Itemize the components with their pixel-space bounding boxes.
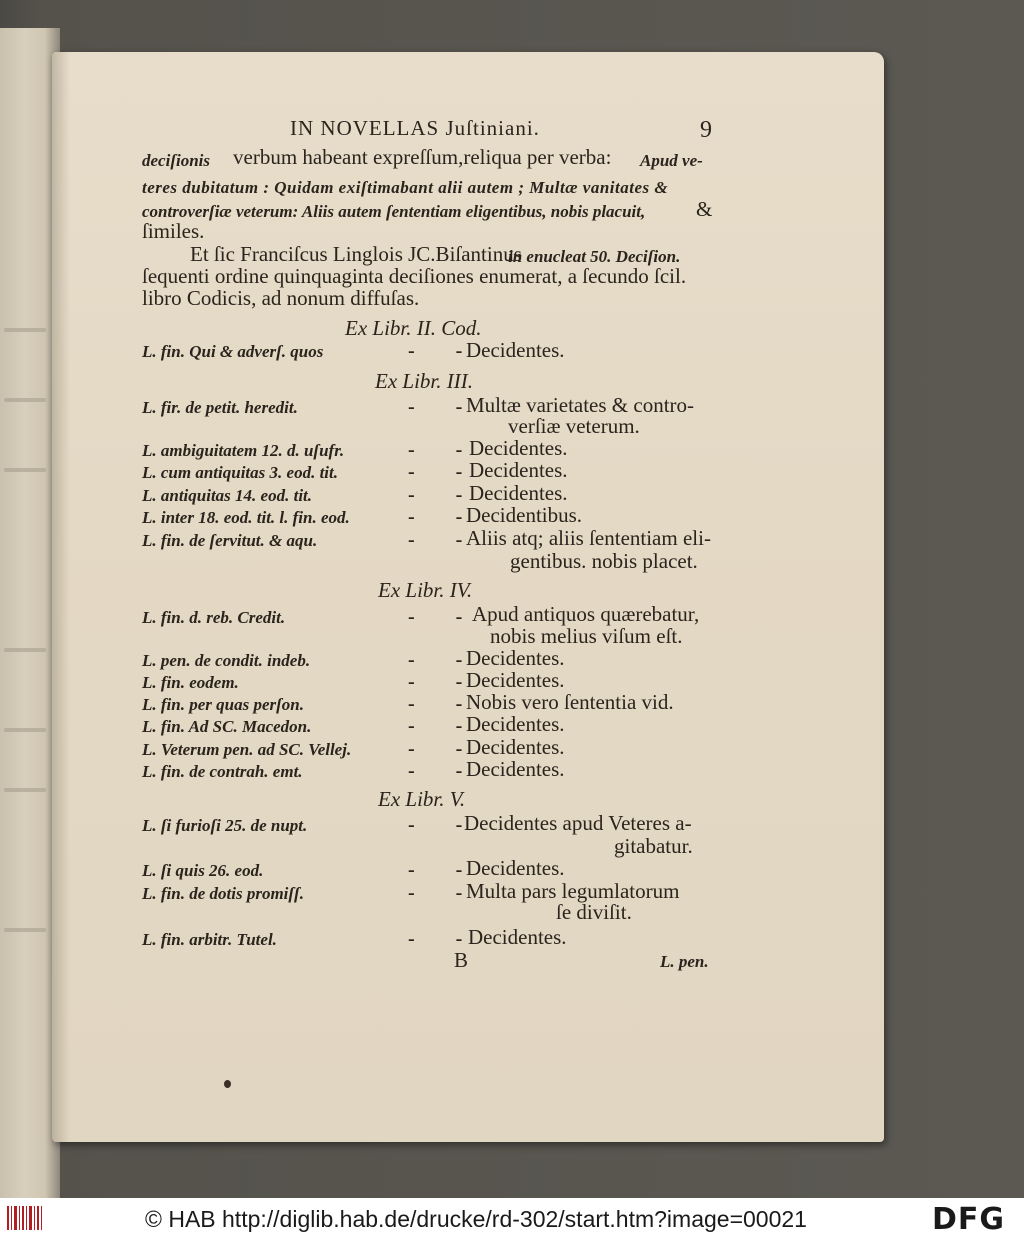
entry-text: Decidentes. — [466, 712, 565, 736]
entry-dash: - - — [408, 439, 481, 461]
entry-dash: - - — [408, 715, 481, 737]
text-line: ſequenti ordine quinquaginta deciſiones enumerat, a ſecundo ſcil. — [142, 264, 687, 288]
entry-dash: - - — [408, 671, 481, 693]
entry-text: Multæ varietates & contro- — [466, 393, 695, 417]
entry-text: Apud antiquos quærebatur, — [472, 602, 700, 626]
entry-ref: L. ſi furioſi 25. de nupt. — [142, 816, 308, 835]
entry-text-cont: gentibus. nobis placet. — [510, 549, 698, 573]
entry-ref: L. fin. d. reb. Credit. — [142, 608, 286, 627]
text-line: verbum habeant expreſſum,reliqua per verba: — [233, 145, 612, 169]
entry-dash: - - — [408, 461, 481, 483]
entry-text-cont: gitabatur. — [614, 834, 693, 858]
entry-dash: - - — [408, 529, 481, 551]
dfg-logo: DFG — [932, 1202, 1006, 1237]
bleed-mark — [4, 928, 46, 932]
entry-text: Decidentes. — [469, 458, 568, 482]
text-line: deciſionis — [142, 151, 210, 170]
entry-dash: - - — [408, 506, 481, 528]
text-line: ſimiles. — [142, 219, 205, 243]
bleed-mark — [4, 788, 46, 792]
bleed-mark — [4, 398, 46, 402]
entry-dash: - - — [408, 484, 481, 506]
entry-text: Decidentes. — [466, 856, 565, 880]
hab-barcode-icon — [6, 1204, 46, 1232]
text-line: libro Codicis, ad nonum diffuſas. — [142, 286, 420, 310]
entry-dash: - - — [408, 859, 481, 881]
entry-text-cont: verſiæ veterum. — [508, 414, 640, 438]
entry-text: Decidentibus. — [466, 503, 583, 527]
entry-dash: - - — [408, 814, 481, 836]
entry-ref: L. fin. de dotis promiſſ. — [142, 884, 304, 903]
section-heading: Ex Libr. II. Cod. — [345, 316, 482, 340]
bleed-mark — [4, 648, 46, 652]
entry-text: Decidentes. — [466, 735, 565, 759]
entry-text: Nobis vero ſententia vid. — [466, 690, 674, 714]
entry-ref: L. inter 18. eod. tit. l. fin. eod. — [142, 508, 350, 527]
entry-dash: - - — [408, 649, 481, 671]
entry-ref: L. fin. arbitr. Tutel. — [142, 930, 277, 949]
entry-text-cont: nobis melius viſum eſt. — [490, 624, 683, 648]
entry-ref: L. pen. de condit. indeb. — [142, 651, 311, 670]
entry-dash: - - — [408, 928, 481, 950]
signature-mark: B — [454, 948, 469, 972]
entry-text: Multa pars legumlatorum — [466, 879, 680, 903]
entry-text: Decidentes. — [466, 338, 565, 362]
entry-ref: L. fin. de contrah. emt. — [142, 762, 303, 781]
entry-text: Decidentes. — [468, 925, 567, 949]
text-line: Apud ve- — [640, 151, 703, 170]
entry-text: Decidentes. — [466, 757, 565, 781]
footer-bar — [0, 1198, 1024, 1238]
entry-ref: L. ambiguitatem 12. d. uſufr. — [142, 441, 345, 460]
entry-dash: - - — [408, 606, 481, 628]
entry-ref: L. Veterum pen. ad SC. Vellej. — [142, 740, 352, 759]
entry-dash: - - — [408, 693, 481, 715]
text-line: & — [696, 197, 713, 221]
text-line: teres dubitatum : Quidam exiſtimabant alii autem ; Multæ vanitates & — [142, 178, 669, 197]
entry-ref: L. ſi quis 26. eod. — [142, 861, 264, 880]
page-number: 9 — [700, 117, 712, 143]
entry-dash: - - — [408, 882, 481, 904]
copyright-link[interactable]: © HAB http://diglib.hab.de/drucke/rd-302/start.htm?image=00021 — [145, 1206, 807, 1232]
section-heading: Ex Libr. V. — [378, 787, 466, 811]
entry-text: Aliis atq; aliis ſententiam eli- — [466, 526, 711, 550]
entry-ref: L. antiquitas 14. eod. tit. — [142, 486, 313, 505]
entry-dash: - - — [408, 340, 481, 362]
entry-text-cont: ſe diviſit. — [556, 900, 632, 924]
entry-ref: L. fin. de ſervitut. & aqu. — [142, 531, 318, 550]
entry-ref: L. fin. eodem. — [142, 673, 239, 692]
text-line: Et ſic Franciſcus Linglois JC.Biſantinus — [190, 242, 522, 266]
section-heading: Ex Libr. IV. — [378, 578, 473, 602]
text-line: in enucleat 50. Deciſion. — [508, 247, 681, 266]
entry-ref: L. cum antiquitas 3. eod. tit. — [142, 463, 338, 482]
entry-ref: L. fin. Qui & adverſ. quos — [142, 342, 324, 361]
entry-ref: L. fin. Ad SC. Macedon. — [142, 717, 312, 736]
entry-ref: L. fin. per quas perſon. — [142, 695, 304, 714]
bleed-mark — [4, 328, 46, 332]
previous-page-edge — [0, 28, 60, 1198]
entry-dash: - - — [408, 396, 481, 418]
entry-text: Decidentes. — [469, 436, 568, 460]
entry-text: Decidentes. — [466, 668, 565, 692]
ink-speck — [224, 1080, 231, 1088]
entry-text: Decidentes. — [469, 481, 568, 505]
catchword: L. pen. — [660, 952, 709, 971]
entry-ref: L. fir. de petit. heredit. — [142, 398, 298, 417]
entry-text: Decidentes. — [466, 646, 565, 670]
bleed-mark — [4, 468, 46, 472]
bleed-mark — [4, 728, 46, 732]
entry-dash: - - — [408, 738, 481, 760]
text-line: controverſiæ veterum: Aliis autem ſententiam eligentibus, nobis placuit, — [142, 202, 646, 221]
section-heading: Ex Libr. III. — [375, 369, 473, 393]
running-title: IN NOVELLAS Juſtiniani. — [290, 116, 540, 140]
entry-dash: - - — [408, 760, 481, 782]
entry-text: Decidentes apud Veteres a- — [464, 811, 692, 835]
